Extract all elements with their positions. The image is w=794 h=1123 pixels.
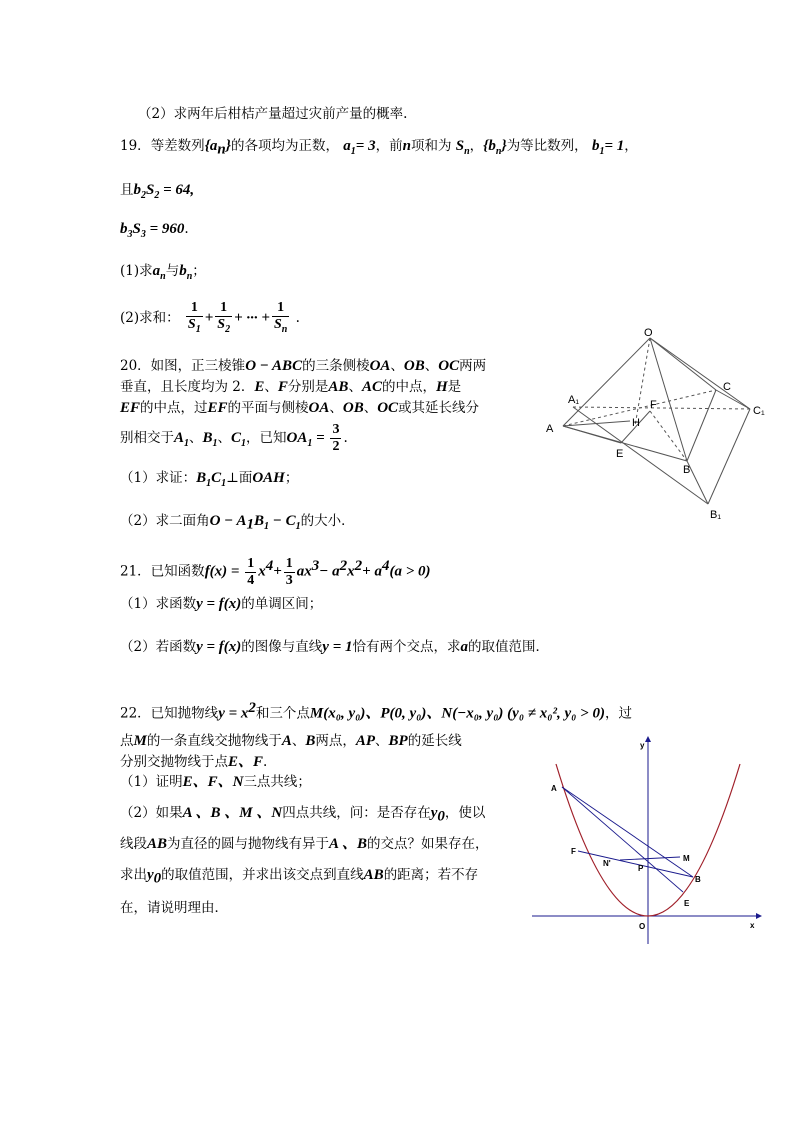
- math: $B_1 - C_1$: [253, 513, 301, 532]
- math: y = f(x): [196, 639, 242, 655]
- q19-text: .: [295, 310, 300, 326]
- math: y: [147, 867, 154, 883]
- edge-C1B1: [708, 409, 750, 504]
- q20-text: 的中点，过: [140, 400, 208, 416]
- math: $C_1$: [231, 430, 247, 449]
- math: EF: [120, 400, 141, 416]
- fraction: [284, 556, 295, 589]
- math: y = x: [218, 705, 249, 722]
- math: $A_1$: [174, 430, 190, 449]
- q21-part1: [120, 594, 322, 614]
- q20-text: ，已知: [246, 430, 287, 446]
- q22-part2: [120, 803, 485, 827]
- q19-text: 项和为: [410, 138, 452, 154]
- q20-line3: EF的中点，过EF的平面与侧棱OA、OB、OC或其延长线分: [120, 400, 480, 416]
- frac-num: 1: [272, 300, 289, 317]
- math: M(x₀, y₀)、P(0, y₀)、N(−x₀, y₀) (y₀ ≠ x₀², y₀ > 0): [309, 705, 605, 722]
- q19-text: (2)求和：: [120, 310, 180, 326]
- q19-text: 且: [120, 182, 134, 198]
- q20-line1: 20．如图，正三棱锥O − ABC的三条侧棱OA、OB、OC两两: [120, 358, 487, 374]
- math: (a > 0): [389, 563, 431, 580]
- math: +: [273, 563, 282, 580]
- edge-CC1: [716, 390, 750, 409]
- q22-line2: 点M的一条直线交抛物线于A、B两点，AP、BP的延长线: [120, 733, 462, 749]
- math: {a: [204, 138, 218, 154]
- q20-text: 分别是: [287, 379, 329, 395]
- q20-text: 别相交于: [120, 430, 174, 446]
- math: B: [305, 733, 316, 749]
- math: = 64,: [163, 182, 195, 198]
- q19-text: 的各项均为正数，: [231, 138, 339, 154]
- math: E、F: [228, 754, 264, 770]
- q19-text: ，前: [375, 138, 403, 154]
- label-N: N': [603, 859, 611, 868]
- math-sub: 0: [153, 870, 162, 887]
- q20-text: ⊥面: [226, 470, 253, 486]
- math: E: [254, 379, 265, 395]
- math: O − A: [209, 513, 247, 529]
- math: H: [435, 379, 448, 395]
- q22-text: 三点共线；: [243, 774, 311, 790]
- q19-number: 19．: [120, 138, 151, 154]
- edge-A1C1-hidden: [573, 407, 750, 409]
- math: $a_n$: [152, 263, 166, 282]
- label-O: O: [639, 922, 646, 931]
- q22-text: 四点共线，问：是否存在: [282, 805, 431, 821]
- math: OA: [308, 400, 330, 416]
- q21-text: （2）若函数: [120, 639, 197, 655]
- frac-num: 1: [285, 555, 293, 571]
- line-AB: [562, 787, 693, 877]
- math: $OA_1$ =: [286, 430, 329, 449]
- line-FB: [578, 851, 693, 877]
- math: $b_1$: [591, 138, 605, 157]
- frac-den: $S_n$: [273, 316, 288, 335]
- math-sub: 0: [437, 808, 445, 825]
- q19-part1: [120, 261, 206, 287]
- q21-text: 的单调区间；: [241, 596, 323, 612]
- math: OC: [377, 400, 399, 416]
- q19-stem: [120, 136, 638, 162]
- math: OB: [342, 400, 364, 416]
- frac-den: 3: [285, 572, 293, 588]
- math: }: [501, 138, 507, 154]
- math: $b_2S_2$: [133, 182, 160, 201]
- label-x: x: [750, 921, 755, 930]
- q22-text: 的延长线: [407, 733, 462, 749]
- q20-text: 或其延长线分: [398, 400, 480, 416]
- math: $B_1C_1$: [196, 470, 227, 489]
- q20-text: 是: [447, 379, 462, 395]
- label-C: C: [723, 381, 731, 393]
- q20-text: ；: [284, 470, 299, 486]
- parabola-figure: [528, 734, 764, 946]
- math: + a: [362, 563, 382, 580]
- q19-text: .: [184, 221, 189, 237]
- label-B: B: [695, 875, 701, 884]
- math: A 、B: [329, 836, 367, 852]
- label-C1: C₁: [753, 405, 765, 417]
- q22-text: 22．已知抛物线: [120, 705, 219, 722]
- math: BP: [388, 733, 408, 749]
- q22-text: （1）证明: [120, 774, 183, 790]
- math: $S_n$: [455, 138, 470, 157]
- q22-text: 两点，: [315, 733, 356, 749]
- frac-den: 2: [332, 439, 340, 454]
- label-E: E: [616, 448, 624, 460]
- math: = 960: [149, 221, 185, 237]
- math: = 3: [355, 138, 376, 154]
- edge-FB-hidden: [650, 411, 687, 461]
- line-NM: [620, 857, 680, 860]
- math: A: [281, 733, 292, 749]
- label-O: O: [644, 327, 653, 339]
- q19-text: ，: [469, 138, 484, 154]
- q20-text: （2）求二面角: [120, 513, 210, 529]
- label-P: P: [638, 864, 644, 873]
- q21-text: 21．已知函数: [120, 563, 205, 580]
- y-axis-arrow: [645, 736, 651, 742]
- label-y: y: [640, 741, 645, 750]
- math: + ··· +: [234, 310, 270, 326]
- fraction: [245, 556, 256, 589]
- frac-den: $S_1$: [187, 316, 201, 335]
- edge-AE: [563, 426, 621, 443]
- q22-line1: 22．已知抛物线$y = x^2$和三个点M(x₀, y₀)、P(0, y₀)、N(−x₀, y₀) (y₀ ≠ x₀², y₀ > 0)，过: [120, 700, 632, 722]
- q20-text: 的大小．: [300, 513, 355, 529]
- label-A1: A₁: [568, 394, 580, 406]
- math: $a_1$: [343, 138, 356, 157]
- label-E: E: [684, 899, 690, 908]
- math: M: [133, 733, 147, 749]
- edge-BC: [687, 390, 716, 461]
- math: n: [402, 138, 411, 154]
- frac-num: 1: [247, 555, 255, 571]
- q22-text: 的取值范围，并求出该交点到直线: [161, 867, 364, 883]
- math: $b_3S_3$: [120, 221, 146, 240]
- q22-line7: [120, 865, 478, 889]
- q22-text: 的距离；若不存: [383, 867, 479, 883]
- q22-text: 为直径的圆与抛物线有异于: [167, 836, 330, 852]
- math: ax: [296, 563, 312, 580]
- q22-text: （2）如果: [120, 805, 183, 821]
- math: {$b_n$: [483, 138, 502, 157]
- math-sub: n: [217, 141, 226, 158]
- math: F: [277, 379, 288, 395]
- math: OA: [369, 358, 391, 374]
- q22-text: 点: [120, 733, 134, 749]
- fraction: [330, 422, 341, 455]
- edge-OA: [563, 338, 650, 426]
- q20-line4: 别相交于$A_1$、$B_1$、$C_1$，已知$OA_1$ = $\frac{3}{2}$ .: [120, 422, 348, 454]
- pyramid-figure: [540, 326, 770, 526]
- q22-text: 的一条直线交抛物线于: [146, 733, 282, 749]
- q19-line3: [120, 219, 189, 245]
- label-M: M: [683, 854, 690, 863]
- frac-num: 3: [332, 422, 340, 437]
- label-F: F: [571, 847, 576, 856]
- math: − a: [319, 563, 340, 580]
- edge-OC: [650, 338, 716, 390]
- math: AC: [361, 379, 382, 395]
- edge-AH: [563, 421, 630, 426]
- math: O − ABC: [245, 358, 303, 374]
- x-axis-arrow: [756, 913, 762, 919]
- q19-text: ；: [192, 263, 206, 279]
- q21-part2: [120, 637, 549, 657]
- q20-text: .: [343, 430, 348, 446]
- q20-text: 的平面与侧棱: [227, 400, 309, 416]
- math: y = 1: [322, 639, 353, 655]
- q22-text: ，使以: [444, 805, 486, 821]
- math: AP: [355, 733, 376, 749]
- math: f(x) =: [204, 563, 244, 580]
- edge-OC1: [650, 338, 750, 409]
- q22-part1: [120, 772, 311, 792]
- frac-num: 1: [215, 300, 232, 317]
- label-B1: B₁: [710, 509, 722, 521]
- q22-line6: [120, 834, 488, 854]
- q22-line8: 在，请说明理由．: [120, 900, 228, 916]
- math: AB: [363, 867, 384, 883]
- line-AE: [562, 787, 683, 892]
- math: OAH: [252, 470, 285, 486]
- fraction: [272, 300, 289, 338]
- q22-text: 求出: [120, 867, 147, 883]
- math: = 1: [604, 138, 625, 154]
- frac-den: 4: [247, 572, 255, 588]
- math: $b_n$: [179, 263, 193, 282]
- q20-part1: [120, 468, 298, 494]
- q22-line3: [120, 752, 267, 772]
- q20-part2: （2）求二面角$O - A_1B_1 - C_1$的大小．: [120, 513, 355, 533]
- q22-text: .: [263, 754, 268, 770]
- math: y = f(x): [196, 596, 242, 612]
- math: AB: [147, 836, 168, 852]
- q22-text: 的交点？如果存在，: [366, 836, 489, 852]
- q22-text: 和三个点: [255, 705, 310, 722]
- math: A 、B 、M 、N: [182, 805, 283, 821]
- math: EF: [207, 400, 228, 416]
- math: AB: [328, 379, 349, 395]
- q20-text: （1）求证：: [120, 470, 197, 486]
- q20-text: 20．如图，正三棱锥: [120, 358, 246, 374]
- math: x: [347, 563, 355, 580]
- q20-text: 的三条侧棱: [302, 358, 370, 374]
- q20-line2: 垂直，且长度均为 2．E、F分别是AB、AC的中点，H是: [120, 379, 462, 395]
- q20-text: 的中点，: [381, 379, 436, 395]
- q21-line1: 21．已知函数f(x) = $\frac{1}{4}$ $x^4+$ $\frac{1}{3}$ $ax^3- a^2x^2+ a^4(a > 0)$: [120, 555, 431, 588]
- math: x: [258, 563, 266, 580]
- fraction: [186, 300, 203, 338]
- frac-num: 1: [186, 300, 203, 317]
- q19-text: 为等比数列，: [506, 138, 588, 154]
- frac-den: $S_2$: [217, 316, 231, 335]
- math: a: [460, 639, 469, 655]
- math: E、F、N: [182, 774, 244, 790]
- q19-text: ，: [624, 138, 638, 154]
- q21-text: （1）求函数: [120, 596, 197, 612]
- label-H: H: [632, 417, 640, 429]
- q21-text: 的取值范围．: [468, 639, 550, 655]
- q19-part2: (2)求和： $\frac{1}{S_1}$ + $\frac{1}{S_2}$ + ··· + $\frac{1}{S_n}$ .: [120, 298, 300, 338]
- math: $B_1$: [202, 430, 218, 449]
- q21-text: 恰有两个交点，求: [352, 639, 461, 655]
- q22-text: 线段: [120, 836, 147, 852]
- fraction: [215, 300, 232, 338]
- math: }: [225, 138, 231, 154]
- label-B: B: [683, 464, 691, 476]
- math: OC: [438, 358, 460, 374]
- q19-text: (1)求: [120, 263, 153, 279]
- math: OB: [403, 358, 425, 374]
- math: y: [430, 805, 438, 821]
- q19-text: 与: [165, 263, 180, 279]
- q19-line2: [120, 180, 194, 206]
- label-A: A: [551, 784, 557, 793]
- q20-text: 垂直，且长度均为 2．: [120, 379, 255, 395]
- label-A: A: [546, 423, 554, 435]
- q21-text: 的图像与直线: [241, 639, 323, 655]
- q22-text: ，过: [604, 705, 632, 722]
- q19-text: 等差数列: [150, 138, 205, 154]
- q22-text: 分别交抛物线于点: [120, 754, 228, 770]
- q20-text: 两两: [459, 358, 487, 374]
- q18-part2: （2）求两年后柑桔产量超过灾前产量的概率.: [138, 106, 408, 122]
- label-F: F: [650, 399, 657, 411]
